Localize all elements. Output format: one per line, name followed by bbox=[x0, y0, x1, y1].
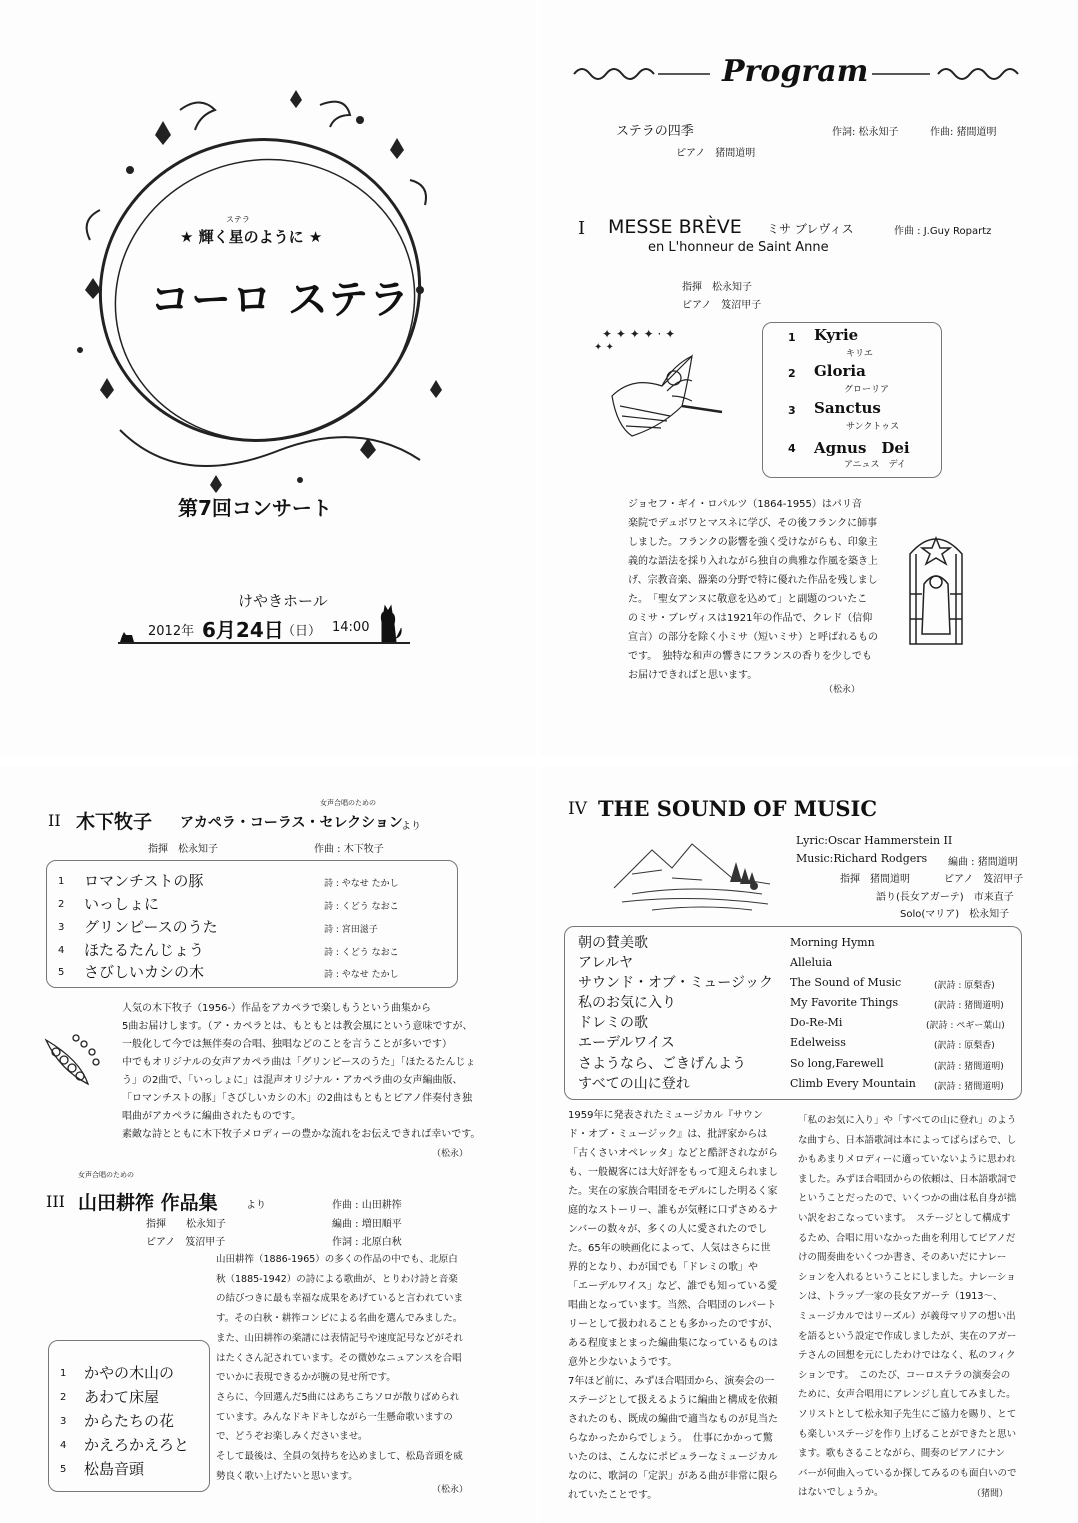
note-line: 秋（1885-1942）の詩による歌曲が、とりわけ詩と音楽 bbox=[216, 1273, 458, 1285]
song-number: 3 bbox=[60, 1416, 67, 1427]
section1-subtitle: en L'honneur de Saint Anne bbox=[648, 240, 829, 255]
section3-composer: 作曲 : 山田耕筰 bbox=[332, 1200, 402, 1211]
song-translator: (訳詩 : 原梨香) bbox=[934, 981, 995, 991]
svg-text:✦ ✦ ✦ ✦ · ✦: ✦ ✦ ✦ ✦ · ✦ bbox=[602, 327, 676, 341]
note-line: のミサ・ブレヴィスは1921年の作品で、クレド（信仰 bbox=[628, 613, 873, 624]
section3-poet: 作詞 : 北原白秋 bbox=[332, 1237, 402, 1248]
section4-arranger: 編曲 : 猪間道明 bbox=[948, 857, 1018, 868]
note-line: けの間奏曲をいくつか書き、そのあいだにナレー bbox=[798, 1252, 1007, 1264]
note-line: ています。みんなドキドキしながら一生懸命歌いますの bbox=[216, 1411, 453, 1423]
section4-signature: （猪間） bbox=[972, 1489, 1009, 1499]
song-name: ほたるたんじょう bbox=[84, 941, 205, 959]
swirl-ornament-left-icon bbox=[572, 64, 712, 84]
section3-numeral: III bbox=[46, 1192, 65, 1211]
note-line: 人気の木下牧子（1956-）作品をアカペラで楽しもうという曲集から bbox=[122, 1003, 431, 1014]
sections-2-3-page bbox=[0, 766, 536, 1523]
note-line: ションです。 このたび、コーロステラの演奏会の bbox=[798, 1369, 1011, 1381]
program-page bbox=[540, 0, 1078, 756]
song-number: 4 bbox=[60, 1440, 67, 1451]
date-weekday: （日） bbox=[282, 624, 322, 639]
note-line: 庭的なストーリー、誰もが気軽に口ずさめるナ bbox=[568, 1205, 778, 1216]
note-line: ド・オブ・ミュージック』は、批評家からは bbox=[568, 1129, 768, 1140]
note-line: 「ロマンチストの豚」「さびしいカシの木」の2曲はもともとピアノ伴奏付き独 bbox=[122, 1093, 473, 1104]
song-title-en: The Sound of Music bbox=[790, 976, 902, 989]
section3-piano: ピアノ 笈沼甲子 bbox=[146, 1237, 226, 1248]
song-name: かえろかえろと bbox=[84, 1436, 190, 1454]
song-translator: (訳詩 : 原梨香) bbox=[934, 1041, 995, 1051]
movement-kana: グローリア bbox=[844, 385, 890, 395]
section1-piano: ピアノ 笈沼甲子 bbox=[682, 300, 762, 311]
note-line: す。その白秋・耕筰コンビによる名曲を選んでみました。 bbox=[216, 1313, 463, 1325]
section4-page bbox=[540, 766, 1078, 1523]
note-line: も、一般観客には大好評をもって迎えられまし bbox=[568, 1167, 778, 1178]
opening-lyrics: 作詞: 松永知子 bbox=[832, 127, 899, 138]
opening-piano: ピアノ 猪間道明 bbox=[676, 148, 756, 159]
note-line: 「エーデルワイス」など、誰でも知っている愛 bbox=[568, 1281, 778, 1292]
section4-solo: Solo(マリア) 松永知子 bbox=[900, 909, 1010, 920]
note-line: な曲すら、日本語歌詞は本によってばらばらで、し bbox=[798, 1134, 1017, 1146]
section1-composer: 作曲 : J.Guy Ropartz bbox=[894, 226, 992, 237]
note-line: た。実在の家族合唱団をモデルにした明るく家 bbox=[568, 1186, 778, 1197]
note-line: 楽院でデュボワとマスネに学び、その後フランクに師事 bbox=[628, 518, 878, 529]
section1-notes bbox=[628, 495, 878, 685]
note-line: なのに、歌詞の「定訳」がある曲が非常に限ら bbox=[568, 1471, 778, 1482]
note-line: らなかったからでしょう。 仕事にかかって驚 bbox=[568, 1433, 773, 1444]
note-line: げ、宗教音楽、器楽の分野で特に優れた作品を残しまし bbox=[628, 575, 878, 586]
movement-name: Kyrie bbox=[814, 326, 859, 344]
section4-notes-left bbox=[568, 1106, 778, 1505]
concert-title: 第7回コンサート bbox=[178, 496, 332, 520]
note-line: お届けできればと思います。 bbox=[628, 670, 758, 681]
movement-number: 2 bbox=[788, 367, 796, 380]
note-line: リーとして扱われることも多かったのですが、 bbox=[568, 1319, 778, 1330]
note-line: う」の2曲で、「いっしょに」は混声オリジナル・アカペラ曲の女声編曲版、 bbox=[122, 1075, 463, 1086]
song-name: グリンピースのうた bbox=[84, 918, 218, 936]
note-line: れていたことです。 bbox=[568, 1490, 658, 1501]
section3-signature: （松永） bbox=[432, 1485, 469, 1495]
date-month-day: 6月24日 bbox=[202, 618, 284, 642]
movement-number: 4 bbox=[788, 442, 796, 455]
note-line: 唱曲がアカペラに編曲されたものです。 bbox=[122, 1111, 302, 1122]
program-heading: Program bbox=[722, 54, 869, 89]
note-line: 「古くさいオペレッタ」などと酷評されながら bbox=[568, 1148, 778, 1159]
section3-title: 山田耕筰 作品集 bbox=[78, 1192, 218, 1214]
note-line: で、どうぞお楽しみくださいませ。 bbox=[216, 1431, 368, 1443]
note-line: 唱曲となっています。当然、合唱団のレパート bbox=[568, 1300, 777, 1311]
note-line: いたのは、こんなにポピュラーなミュージカル bbox=[568, 1452, 778, 1463]
note-line: 山田耕筰（1886-1965）の多くの作品の中でも、北原白 bbox=[216, 1254, 458, 1265]
section2-title: アカペラ・コーラス・セレクション bbox=[180, 815, 403, 831]
note-line: はたくさん記されています。その微妙なニュアンスを合唱 bbox=[216, 1352, 462, 1364]
note-line: 一般化して今では無伴奏の合唱、独唱などのことを言うことが多いです） bbox=[122, 1039, 452, 1050]
song-number: 1 bbox=[60, 1368, 67, 1379]
note-line: 界的となり、わが国でも「ドレミの歌」や bbox=[568, 1262, 758, 1273]
song-number: 2 bbox=[58, 899, 65, 910]
section2-notes bbox=[122, 1000, 480, 1144]
song-number: 3 bbox=[58, 922, 65, 933]
note-line: 7年ほど前に、みずほ合唱団から、演奏会の一 bbox=[568, 1376, 775, 1387]
section2-title-small: 女声合唱のための bbox=[320, 799, 376, 807]
section3-conductor: 指揮 松永知子 bbox=[146, 1219, 226, 1230]
note-line: た。 「聖女アンヌに敬意を込めて」と副題のついたこ bbox=[628, 594, 868, 605]
movement-kana: サンクトゥス bbox=[846, 422, 900, 432]
song-title-en: Climb Every Mountain bbox=[790, 1077, 916, 1090]
section2-composer: 作曲 : 木下牧子 bbox=[314, 844, 384, 855]
section1-numeral: I bbox=[578, 218, 586, 239]
note-line: い訳をおこなっています。 ステージとして構成す bbox=[798, 1212, 1011, 1224]
song-poet: 詩 : くどう なおこ bbox=[324, 948, 399, 958]
section4-lyric: Lyric:Oscar Hammerstein II bbox=[796, 834, 953, 847]
song-number: 2 bbox=[60, 1392, 67, 1403]
venue: けやきホール bbox=[238, 592, 328, 610]
song-title-en: Do-Re-Mi bbox=[790, 1016, 843, 1029]
note-line: た。65年の映画化によって、人気はさらに世 bbox=[568, 1243, 771, 1254]
song-translator: (訳詩 : 猪間道明) bbox=[934, 1082, 1004, 1092]
song-translator: (訳詩 : 猪間道明) bbox=[934, 1062, 1004, 1072]
opening-composer: 作曲: 猪間道明 bbox=[930, 127, 997, 138]
note-line: を語るという設定で作成しましたが、実在のアガー bbox=[798, 1330, 1017, 1342]
date-line bbox=[118, 614, 410, 644]
note-line: 義的な語法を採り入れながら独自の典雅な作風を築き上 bbox=[628, 556, 878, 567]
song-poet: 詩 : やなせ たかし bbox=[324, 879, 399, 889]
note-line: 中でもオリジナルの女声アカペラ曲は「グリンピースのうた」「ほたるたんじょ bbox=[122, 1057, 476, 1068]
movement-kana: キリエ bbox=[846, 349, 873, 359]
note-line: の結びつきに最も幸福な成果をあげていると言われていま bbox=[216, 1293, 464, 1305]
note-line: ションを入れるということにしました。ナレーショ bbox=[798, 1271, 1016, 1283]
movement-kana: アニュス デイ bbox=[844, 460, 906, 470]
note-line: 1959年に発表されたミュージカル『サウン bbox=[568, 1110, 764, 1121]
section1-signature: （松永） bbox=[824, 685, 861, 695]
peapod-illustration-icon bbox=[40, 1030, 102, 1088]
section4-narrator: 語り(長女アガーテ) 市来直子 bbox=[876, 892, 1014, 903]
note-line: テさんの回想を元にしたわけではなく、私のフィク bbox=[798, 1350, 1016, 1362]
song-name: いっしょに bbox=[84, 895, 160, 913]
angel-illustration-icon bbox=[592, 316, 732, 456]
song-title-ja: さようなら、ごきげんよう bbox=[578, 1056, 746, 1072]
note-line: そして最後は、全員の気持ちを込めまして、松島音頭を威 bbox=[216, 1451, 463, 1463]
note-line: ます。歌もさることながら、間奏のピアノにナン bbox=[798, 1448, 1006, 1460]
song-translator: (訳詩 : ペギー葉山) bbox=[926, 1021, 1005, 1031]
song-name: ロマンチストの豚 bbox=[84, 872, 204, 890]
song-poet: 詩 : 宮田滋子 bbox=[324, 925, 378, 935]
song-number: 1 bbox=[58, 876, 65, 887]
section4-piano: ピアノ 笈沼甲子 bbox=[944, 874, 1024, 885]
date-year: 2012年 bbox=[148, 624, 195, 639]
section1-conductor: 指揮 松永知子 bbox=[682, 282, 752, 293]
note-line: ソリストとして松永知子先生にご協力を賜り、とて bbox=[798, 1408, 1017, 1420]
song-number: 5 bbox=[60, 1464, 67, 1475]
section4-conductor: 指揮 猪間道明 bbox=[840, 874, 910, 885]
song-name: あわて床屋 bbox=[84, 1388, 160, 1406]
note-line: ために、女声合唱用にアレンジし直してみました。 bbox=[798, 1389, 1016, 1401]
note-line: 5曲お届けします。（ア・カペラとは、もともとは教会風にという意味ですが、 bbox=[122, 1021, 473, 1032]
song-poet: 詩 : くどう なおこ bbox=[324, 902, 399, 912]
song-title-ja: すべての山に登れ bbox=[578, 1076, 690, 1092]
movement-name: Sanctus bbox=[814, 399, 881, 417]
note-line: バーが何曲入っているか探してみるのも面白いので bbox=[798, 1467, 1017, 1479]
song-name: かやの木山の bbox=[84, 1364, 175, 1382]
section2-numeral: II bbox=[48, 811, 61, 830]
section3-title-small: 女声合唱のための bbox=[78, 1171, 134, 1179]
cover-subtitle: ★ 輝く星のように ★ bbox=[180, 228, 323, 246]
section2-composer-name: 木下牧子 bbox=[76, 811, 153, 833]
movement-name: Gloria bbox=[814, 362, 866, 380]
note-line: ある程度まとまった編曲集になっているものは bbox=[568, 1338, 778, 1349]
section4-music: Music:Richard Rodgers bbox=[796, 852, 928, 865]
note-line: ンは、トラップ一家の長女アガーテ（1913～、 bbox=[798, 1291, 1003, 1303]
movement-number: 1 bbox=[788, 331, 796, 344]
swirl-ornament-right-icon bbox=[870, 64, 1020, 84]
song-title-en: Morning Hymn bbox=[790, 936, 875, 949]
song-title-en: So long,Farewell bbox=[790, 1057, 884, 1070]
note-line: 宣言）の部分を除く小ミサ（短いミサ）と呼ばれるもの bbox=[628, 632, 878, 643]
section2-conductor: 指揮 松永知子 bbox=[148, 844, 218, 855]
note-line: 意外と少ないようです。 bbox=[568, 1357, 678, 1368]
song-title-ja: 朝の賛美歌 bbox=[578, 935, 648, 951]
section3-arranger: 編曲 : 増田順平 bbox=[332, 1219, 402, 1230]
note-line: 勢良く歌い上げたいと思います。 bbox=[216, 1470, 358, 1482]
note-line: ジョセフ・ギイ・ロパルツ（1864-1955）はパリ音 bbox=[628, 499, 862, 510]
note-line: されたのも、既成の編曲で適当なものが見当た bbox=[568, 1414, 778, 1425]
note-line: しました。フランクの影響を強く受けながらも、印象主 bbox=[628, 537, 878, 548]
note-line: ンバーの数々が、多くの人に愛されたのでし bbox=[568, 1224, 768, 1235]
note-line: さらに、今回選んだ5曲にはあちこちソロが散りばめられ bbox=[216, 1391, 460, 1403]
note-line: ミュージカルではリーズル）が義母マリアの想い出 bbox=[798, 1310, 1016, 1322]
mountain-landscape-illustration-icon bbox=[612, 828, 772, 912]
note-line: ました。みずほ合唱団からの依頼は、日本語歌詞で bbox=[798, 1173, 1017, 1185]
song-number: 5 bbox=[58, 967, 65, 978]
section1-title-kana: ミサ ブレヴィス bbox=[767, 222, 854, 236]
note-line: はないでしょうか。 bbox=[798, 1487, 884, 1499]
section4-notes-right bbox=[798, 1111, 1017, 1503]
cat-silhouette-icon bbox=[376, 604, 402, 642]
song-title-ja: ドレミの歌 bbox=[578, 1015, 648, 1031]
song-title-en: Edelweiss bbox=[790, 1036, 846, 1049]
song-title-en: Alleluia bbox=[790, 956, 833, 969]
cover-page bbox=[0, 0, 536, 756]
song-title-ja: 私のお気に入り bbox=[578, 995, 676, 1011]
song-title-en: My Favorite Things bbox=[790, 996, 899, 1009]
song-name: 松島音頭 bbox=[84, 1460, 145, 1478]
note-line: 素敵な詩とともに木下牧子メロディーの豊かな流れをお伝えできれば幸いです。 bbox=[122, 1129, 481, 1140]
note-line: ということだったので、いくつかの曲は私自身が拙 bbox=[798, 1193, 1017, 1205]
song-name: さびしいカシの木 bbox=[84, 963, 205, 981]
note-line: るため、合唱に用いなかった曲を利用してピアノだ bbox=[798, 1232, 1016, 1244]
note-line: 「私のお気に入り」や「すべての山に登れ」のよう bbox=[798, 1115, 1017, 1126]
movement-number: 3 bbox=[788, 404, 796, 417]
opening-title: ステラの四季 bbox=[616, 124, 694, 139]
song-poet: 詩 : やなせ たかし bbox=[324, 970, 399, 980]
note-line: でいかに表現できるかが腕の見せ所です。 bbox=[216, 1372, 396, 1384]
song-number: 4 bbox=[58, 945, 65, 956]
song-title-ja: サウンド・オブ・ミュージック bbox=[578, 975, 774, 991]
note-line: かもあまりメロディーに適っていないように思われ bbox=[798, 1154, 1016, 1166]
song-name: からたちの花 bbox=[84, 1412, 175, 1430]
note-line: も楽しいステージを作り上げることができたと思い bbox=[798, 1428, 1017, 1440]
cover-subtitle-ruby: ステラ bbox=[226, 215, 250, 224]
note-line: ステージとして扱えるように編曲と構成を依頼 bbox=[568, 1395, 778, 1406]
date-time: 14:00 bbox=[332, 620, 370, 635]
song-translator: (訳詩 : 猪間道明) bbox=[934, 1001, 1004, 1011]
svg-text:✦ ✦: ✦ ✦ bbox=[594, 342, 614, 353]
section2-suffix: より bbox=[401, 821, 421, 832]
small-cat-icon bbox=[118, 630, 138, 642]
section3-suffix: より bbox=[246, 1200, 266, 1211]
section4-numeral: IV bbox=[568, 799, 587, 819]
song-title-ja: エーデルワイス bbox=[578, 1035, 675, 1051]
note-line: です。 独特な和声の響きにフランスの香りを少しでも bbox=[628, 651, 872, 662]
section4-title: THE SOUND OF MUSIC bbox=[598, 796, 878, 821]
cover-title: コーロ ステラ bbox=[150, 277, 411, 323]
movement-name: Agnus Dei bbox=[814, 439, 910, 457]
song-title-ja: アレルヤ bbox=[578, 955, 634, 971]
stained-glass-illustration-icon bbox=[906, 524, 966, 646]
section2-signature: （松永） bbox=[432, 1149, 469, 1159]
section1-title: MESSE BRÈVE bbox=[608, 216, 742, 238]
note-line: また、山田耕筰の楽譜には表情記号や速度記号などがそれ bbox=[216, 1332, 464, 1344]
